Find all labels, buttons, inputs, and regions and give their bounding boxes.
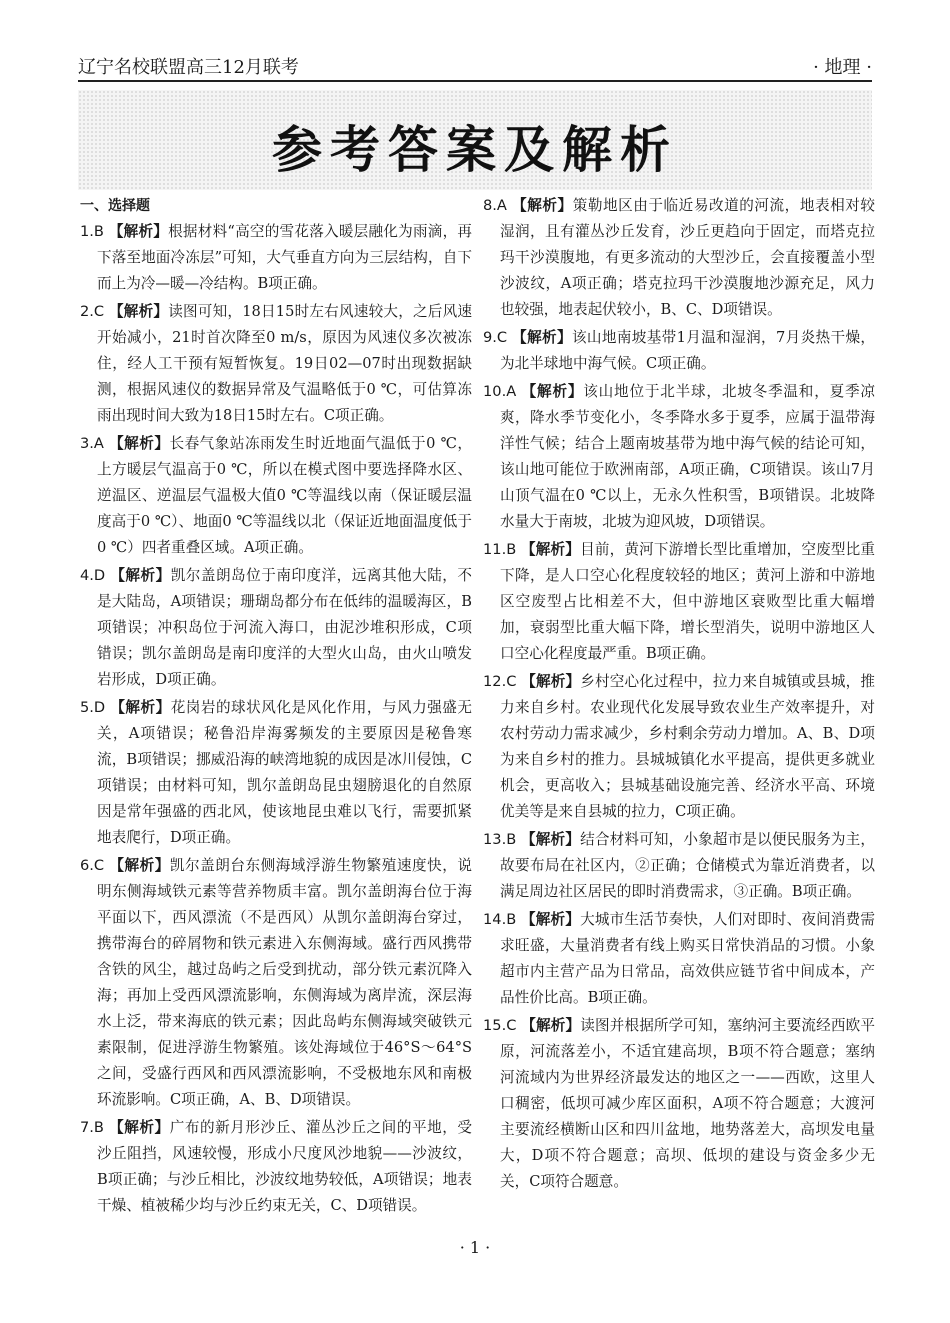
section-title: 一、选择题	[80, 198, 150, 214]
answer-number: 2.C	[80, 303, 105, 320]
right-column	[483, 193, 875, 1197]
answer-item	[80, 1115, 472, 1219]
analysis-tag: 【解析】	[521, 911, 581, 928]
answer-number: 1.B	[80, 223, 104, 240]
answer-number: 11.B	[483, 541, 517, 558]
analysis-text: 结合材料可知，小象超市是以便民服务为主，故要布局在社区内，②正确；仓储模式为靠近消费者，以满足周边社区居民的即时消费需求，③正确。B项正确。	[500, 831, 875, 900]
answer-list-left	[80, 219, 472, 1219]
analysis-tag: 【解析】	[109, 435, 170, 452]
answer-item	[483, 827, 875, 905]
answer-item	[483, 193, 875, 323]
title-banner	[78, 90, 872, 190]
analysis-text: 凯尔盖朗台东侧海域浮游生物繁殖速度快，说明东侧海域铁元素等营养物质丰富。凯尔盖朗海台位于海平面以下，西风漂流（不是西风）从凯尔盖朗海台穿过，携带海台的碎屑物和铁元素进入东侧海域。盛行西风携带含铁的风尘，越过岛屿之后受到扰动，部分铁元素沉降入海；再加上受西风漂流影响，东侧海域为离岸流，深层海水上泛，带来海底的铁元素；因此岛屿东侧海域突破铁元素限制，促进浮游生物繁殖。该处海域位于46°S～64°S之间，受盛行西风和西风漂流影响，不受极地东风和南极环流影响。C项正确，A、B、D项错误。	[97, 857, 472, 1108]
analysis-text: 花岗岩的球状风化是风化作用，与风力强盛无关，A项错误；秘鲁沿岸海雾频发的主要原因是秘鲁寒流，B项错误；挪威沿海的峡湾地貌的成因是冰川侵蚀，C项错误；由材料可知，凯尔盖朗岛昆虫翅膀退化的自然原因是常年强盛的西北风，使该地昆虫难以飞行，需要抓紧地表爬行，D项正确。	[97, 699, 472, 846]
answer-item	[80, 299, 472, 429]
analysis-text: 读图并根据所学可知，塞纳河主要流经西欧平原，河流落差小，不适宜建高坝，B项不符合题意；塞纳河流域内为世界经济最发达的地区之一——西欧，这里人口稠密，低坝可减少库区面积，A项不符合题意；大渡河主要流经横断山区和四川盆地，地势落差大，高坝发电量大，D项不符合题意；高坝、低坝的建设与资金多少无关，C项符合题意。	[500, 1017, 875, 1190]
analysis-tag: 【解析】	[110, 699, 171, 716]
analysis-text: 读图可知，18日15时左右风速较大，之后风速开始减小，21时首次降至0 m/s，原因为风速仪多次被冻住，经人工干预有短暂恢复。19日02—07时出现数据缺测，根据风速仪的数据异常及气温略低于0 ℃，可估算冻雨出现时间大致为18日15时左右。C项正确。	[97, 303, 472, 424]
analysis-text: 策勒地区由于临近易改道的河流，地表相对较湿润，且有灌丛沙丘发育，沙丘更趋向于固定，而塔克拉玛干沙漠腹地，有更多流动的大型沙丘，会直接覆盖小型沙波纹，A项正确；塔克拉玛干沙漠腹地沙源充足，风力也较强，地表起伏较小，B、C、D项错误。	[500, 197, 875, 318]
answer-number: 8.A	[483, 197, 507, 214]
analysis-text: 该山地南坡基带1月温和湿润，7月炎热干燥，为北半球地中海气候。C项正确。	[500, 329, 875, 372]
answer-item	[483, 1013, 875, 1195]
answer-item	[80, 219, 472, 297]
answer-number: 5.D	[80, 699, 106, 716]
analysis-tag: 【解析】	[110, 567, 171, 584]
exam-title: 辽宁名校联盟高三12月联考	[78, 57, 299, 78]
subject-label: · 地理 ·	[813, 57, 872, 78]
answer-item	[80, 431, 472, 561]
answer-item	[483, 669, 875, 825]
answer-item	[80, 695, 472, 851]
answer-item	[483, 907, 875, 1011]
analysis-text: 广布的新月形沙丘、灌丛沙丘之间的平地，受沙丘阻挡，风速较慢，形成小尺度风沙地貌——沙波纹，B项正确；与沙丘相比，沙波纹地势较低，A项错误；地表干燥、植被稀少均与沙丘约束无关，C、D项错误。	[97, 1119, 472, 1214]
answer-item	[483, 379, 875, 535]
answer-number: 9.C	[483, 329, 508, 346]
answer-item	[483, 537, 875, 667]
analysis-tag: 【解析】	[521, 831, 581, 848]
analysis-text: 大城市生活节奏快，人们对即时、夜间消费需求旺盛，大量消费者有线上购买日常快消品的习惯。小象超市内主营产品为日常品，高效供应链节省中间成本，产品性价比高。B项正确。	[500, 911, 875, 1006]
answer-item	[80, 563, 472, 693]
analysis-tag: 【解析】	[108, 303, 169, 320]
analysis-tag: 【解析】	[108, 223, 169, 240]
answer-number: 14.B	[483, 911, 517, 928]
answer-number: 10.A	[483, 383, 517, 400]
answer-number: 3.A	[80, 435, 104, 452]
answer-number: 6.C	[80, 857, 105, 874]
left-column	[80, 193, 472, 1221]
analysis-text: 凯尔盖朗岛位于南印度洋，远离其他大陆，不是大陆岛，A项错误；珊瑚岛都分布在低纬的温暖海区，B项错误；冲积岛位于河流入海口，由泥沙堆积形成，C项错误；凯尔盖朗岛是南印度洋的大型火山岛，由火山喷发岩形成，D项正确。	[97, 567, 472, 688]
page-header	[78, 50, 872, 82]
analysis-text: 该山地位于北半球，北坡冬季温和，夏季凉爽，降水季节变化小，冬季降水多于夏季，应属于温带海洋性气候；结合上题南坡基带为地中海气候的结论可知，该山地可能位于欧洲南部，A项正确，C项错误。该山7月山顶气温在0 ℃以上，无永久性积雪，B项错误。北坡降水量大于南坡，北坡为迎风坡，D项错误。	[500, 383, 875, 530]
answer-item	[80, 853, 472, 1113]
analysis-tag: 【解析】	[521, 383, 584, 400]
analysis-tag: 【解析】	[109, 857, 170, 874]
analysis-text: 乡村空心化过程中，拉力来自城镇或县城，推力来自乡村。农业现代化发展导致农业生产效率提升，对农村劳动力需求减少，乡村剩余劳动力增加。A、B、D项为来自乡村的推力。县城城镇化水平提高，提供更多就业机会，更高收入；县城基础设施完善、经济水平高、环境优美等是来自县城的拉力，C项正确。	[500, 673, 875, 820]
answer-number: 13.B	[483, 831, 517, 848]
answer-number: 7.B	[80, 1119, 104, 1136]
answer-number: 12.C	[483, 673, 517, 690]
analysis-tag: 【解析】	[109, 1119, 170, 1136]
analysis-text: 长春气象站冻雨发生时近地面气温低于0 ℃，上方暖层气温高于0 ℃，所以在模式图中要选择降水区、逆温区、逆温层气温极大值0 ℃等温线以南（保证暖层温度高于0 ℃）、地面0 ℃等温线以北（保证近地面温度低于0 ℃）四者重叠区域。A项正确。	[97, 435, 472, 556]
analysis-tag: 【解析】	[521, 541, 581, 558]
analysis-tag: 【解析】	[512, 329, 572, 346]
analysis-tag: 【解析】	[521, 673, 581, 690]
analysis-tag: 【解析】	[521, 1017, 581, 1034]
page-number: · 1 ·	[459, 1238, 491, 1257]
answer-item	[483, 325, 875, 377]
analysis-tag: 【解析】	[512, 197, 573, 214]
analysis-text: 根据材料“高空的雪花落入暖层融化为雨滴，再下落至地面冷冻层”可知，大气垂直方向为三层结构，自下而上为冷—暖—冷结构。B项正确。	[97, 223, 472, 292]
answer-list-right	[483, 193, 875, 1195]
answer-number: 15.C	[483, 1017, 517, 1034]
answer-number: 4.D	[80, 567, 106, 584]
analysis-text: 目前，黄河下游增长型比重增加，空废型比重下降，是人口空心化程度较轻的地区；黄河上游和中游地区空废型占比相差不大，但中游地区衰败型比重大幅增加，衰弱型比重大幅下降，增长型消失，说明中游地区人口空心化程度最严重。B项正确。	[500, 541, 875, 662]
document-title: 参考答案及解析	[272, 121, 678, 179]
